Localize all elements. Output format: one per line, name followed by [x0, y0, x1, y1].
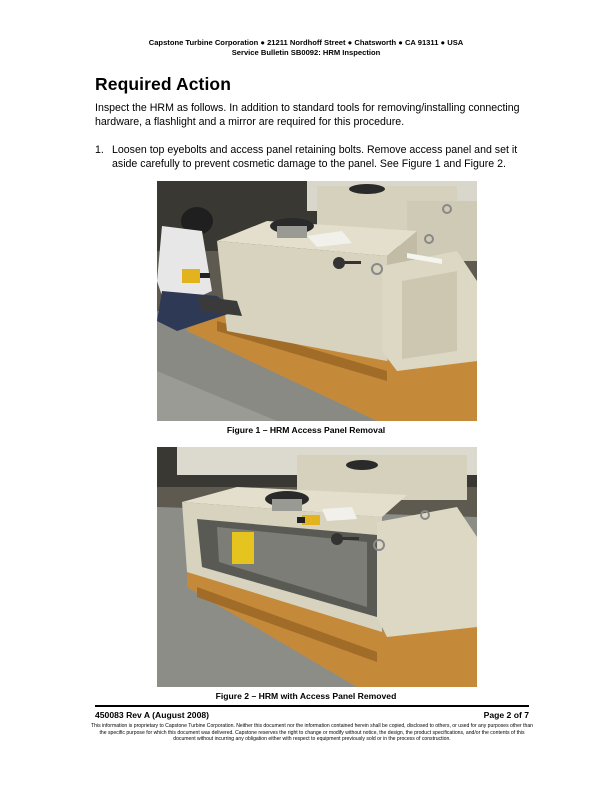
- figure-1-photo: [157, 181, 477, 421]
- header-company-line: Capstone Turbine Corporation ● 21211 Nordhoff Street ● Chatsworth ● CA 91311 ● USA: [148, 38, 464, 47]
- intro-paragraph: Inspect the HRM as follows. In addition to standard tools for removing/installing connecting hardware, a flashlight and a mirror are required for this procedure.: [95, 102, 520, 128]
- footer-doc-id: 450083 Rev A (August 2008): [95, 710, 209, 720]
- figure-2-caption: Figure 2 – HRM with Access Panel Removed: [215, 691, 397, 701]
- header-bulletin-line: Service Bulletin SB0092: HRM Inspection: [231, 48, 381, 57]
- figure-1-caption: Figure 1 – HRM Access Panel Removal: [226, 425, 386, 435]
- section-title: Required Action: [95, 74, 231, 94]
- figure-2-photo: [157, 447, 477, 687]
- page-header: [0, 38, 612, 58]
- step-number: 1.: [95, 144, 104, 156]
- step-text: Loosen top eyebolts and access panel retaining bolts. Remove access panel and set it aside carefully to prevent cosmetic damage to the panel. See Figure 1 and Figure 2.: [112, 144, 518, 170]
- footer-divider: [95, 705, 529, 707]
- step-item: [95, 144, 525, 171]
- footer-page-number: Page 2 of 7: [483, 710, 529, 720]
- footer-disclaimer: This information is proprietary to Capstone Turbine Corporation. Neither this document nor the information contained herein shall be copied, disclosed to others, or used for any purposes other than the specific purpose for which this document was delivered. Capstone reserves the right to change or modify without notice, the design, the product specifications, and/or the contents of this document without incurring any obligation either with respect to equipment previously sold or in the process of construction.: [91, 723, 533, 743]
